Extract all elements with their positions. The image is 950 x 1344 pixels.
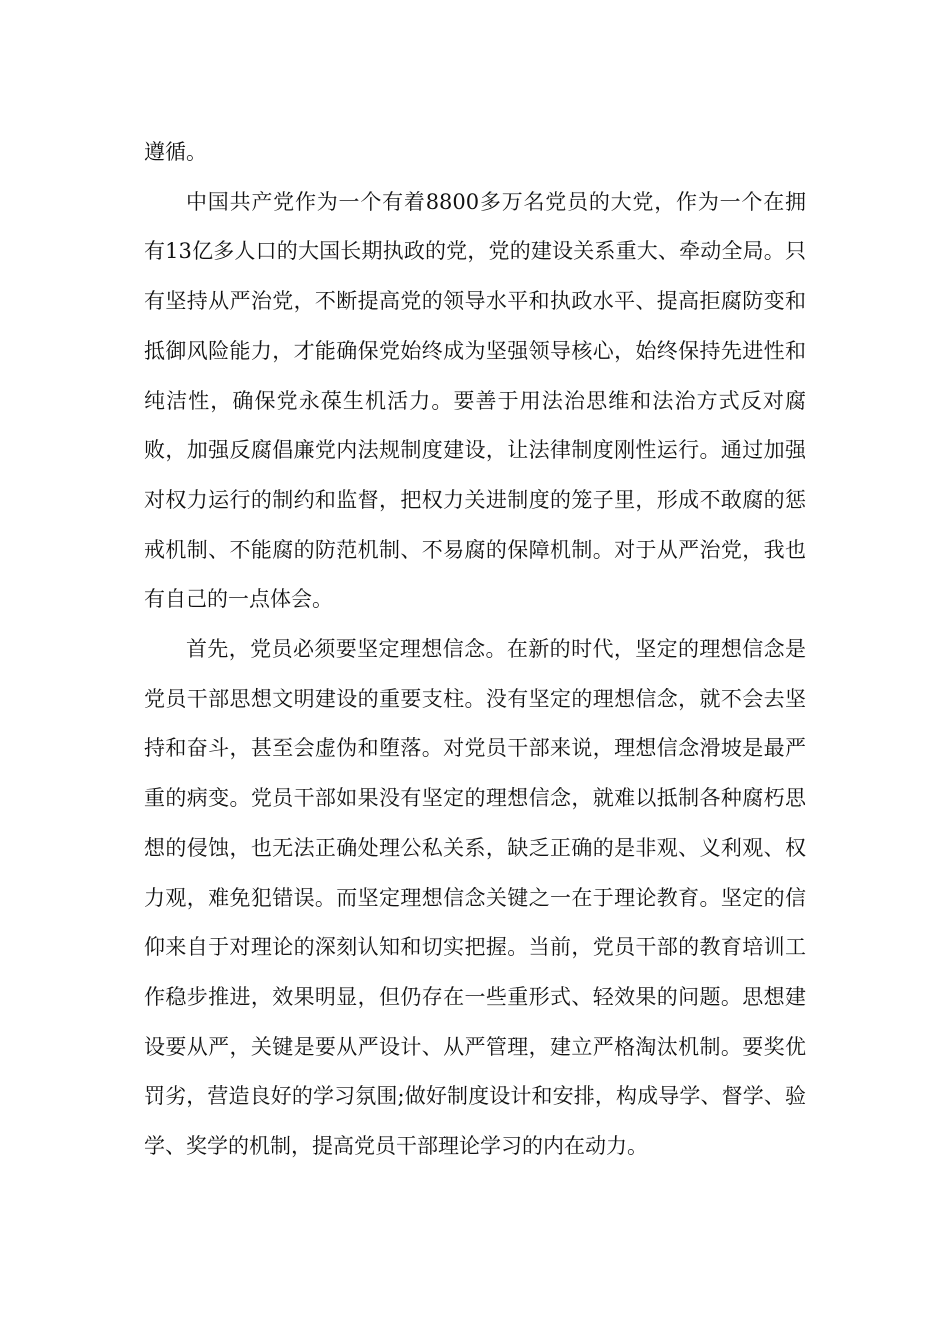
paragraph-party-building: 中国共产党作为一个有着8800多万名党员的大党，作为一个在拥有13亿多人口的大国长期执政的党，党的建设关系重大、牵动全局。只有坚持从严治党，不断提高党的领导水平和执政水平、提高拒腐防变和抵御风险能力，才能确保党始终成为坚强领导核心，始终保持先进性和纯洁性，确保党永葆生机活力。要善于用法治思维和法治方式反对腐败，加强反腐倡廉党内法规制度建设，让法律制度刚性运行。通过加强对权力运行的制约和监督，把权力关进制度的笼子里，形成不敢腐的惩戒机制、不能腐的防范机制、不易腐的保障机制。对于从严治党，我也有自己的一点体会。 — [144, 189, 806, 612]
document-body — [144, 128, 806, 1172]
paragraph-continuation: 遵循。 — [144, 140, 207, 164]
paragraph-ideals-beliefs: 首先，党员必须要坚定理想信念。在新的时代，坚定的理想信念是党员干部思想文明建设的重要支柱。没有坚定的理想信念，就不会去坚持和奋斗，甚至会虚伪和堕落。对党员干部来说，理想信念滑坡是最严重的病变。党员干部如果没有坚定的理想信念，就难以抵制各种腐朽思想的侵蚀，也无法正确处理公私关系，缺乏正确的是非观、义利观、权力观，难免犯错误。而坚定理想信念关键之一在于理论教育。坚定的信仰来自于对理论的深刻认知和切实把握。当前，党员干部的教育培训工作稳步推进，效果明显，但仍存在一些重形式、轻效果的问题。思想建设要从严，关键是要从严设计、从严管理，建立严格淘汰机制。要奖优罚劣，营造良好的学习氛围;做好制度设计和安排，构成导学、督学、验学、奖学的机制，提高党员干部理论学习的内在动力。 — [144, 637, 806, 1159]
